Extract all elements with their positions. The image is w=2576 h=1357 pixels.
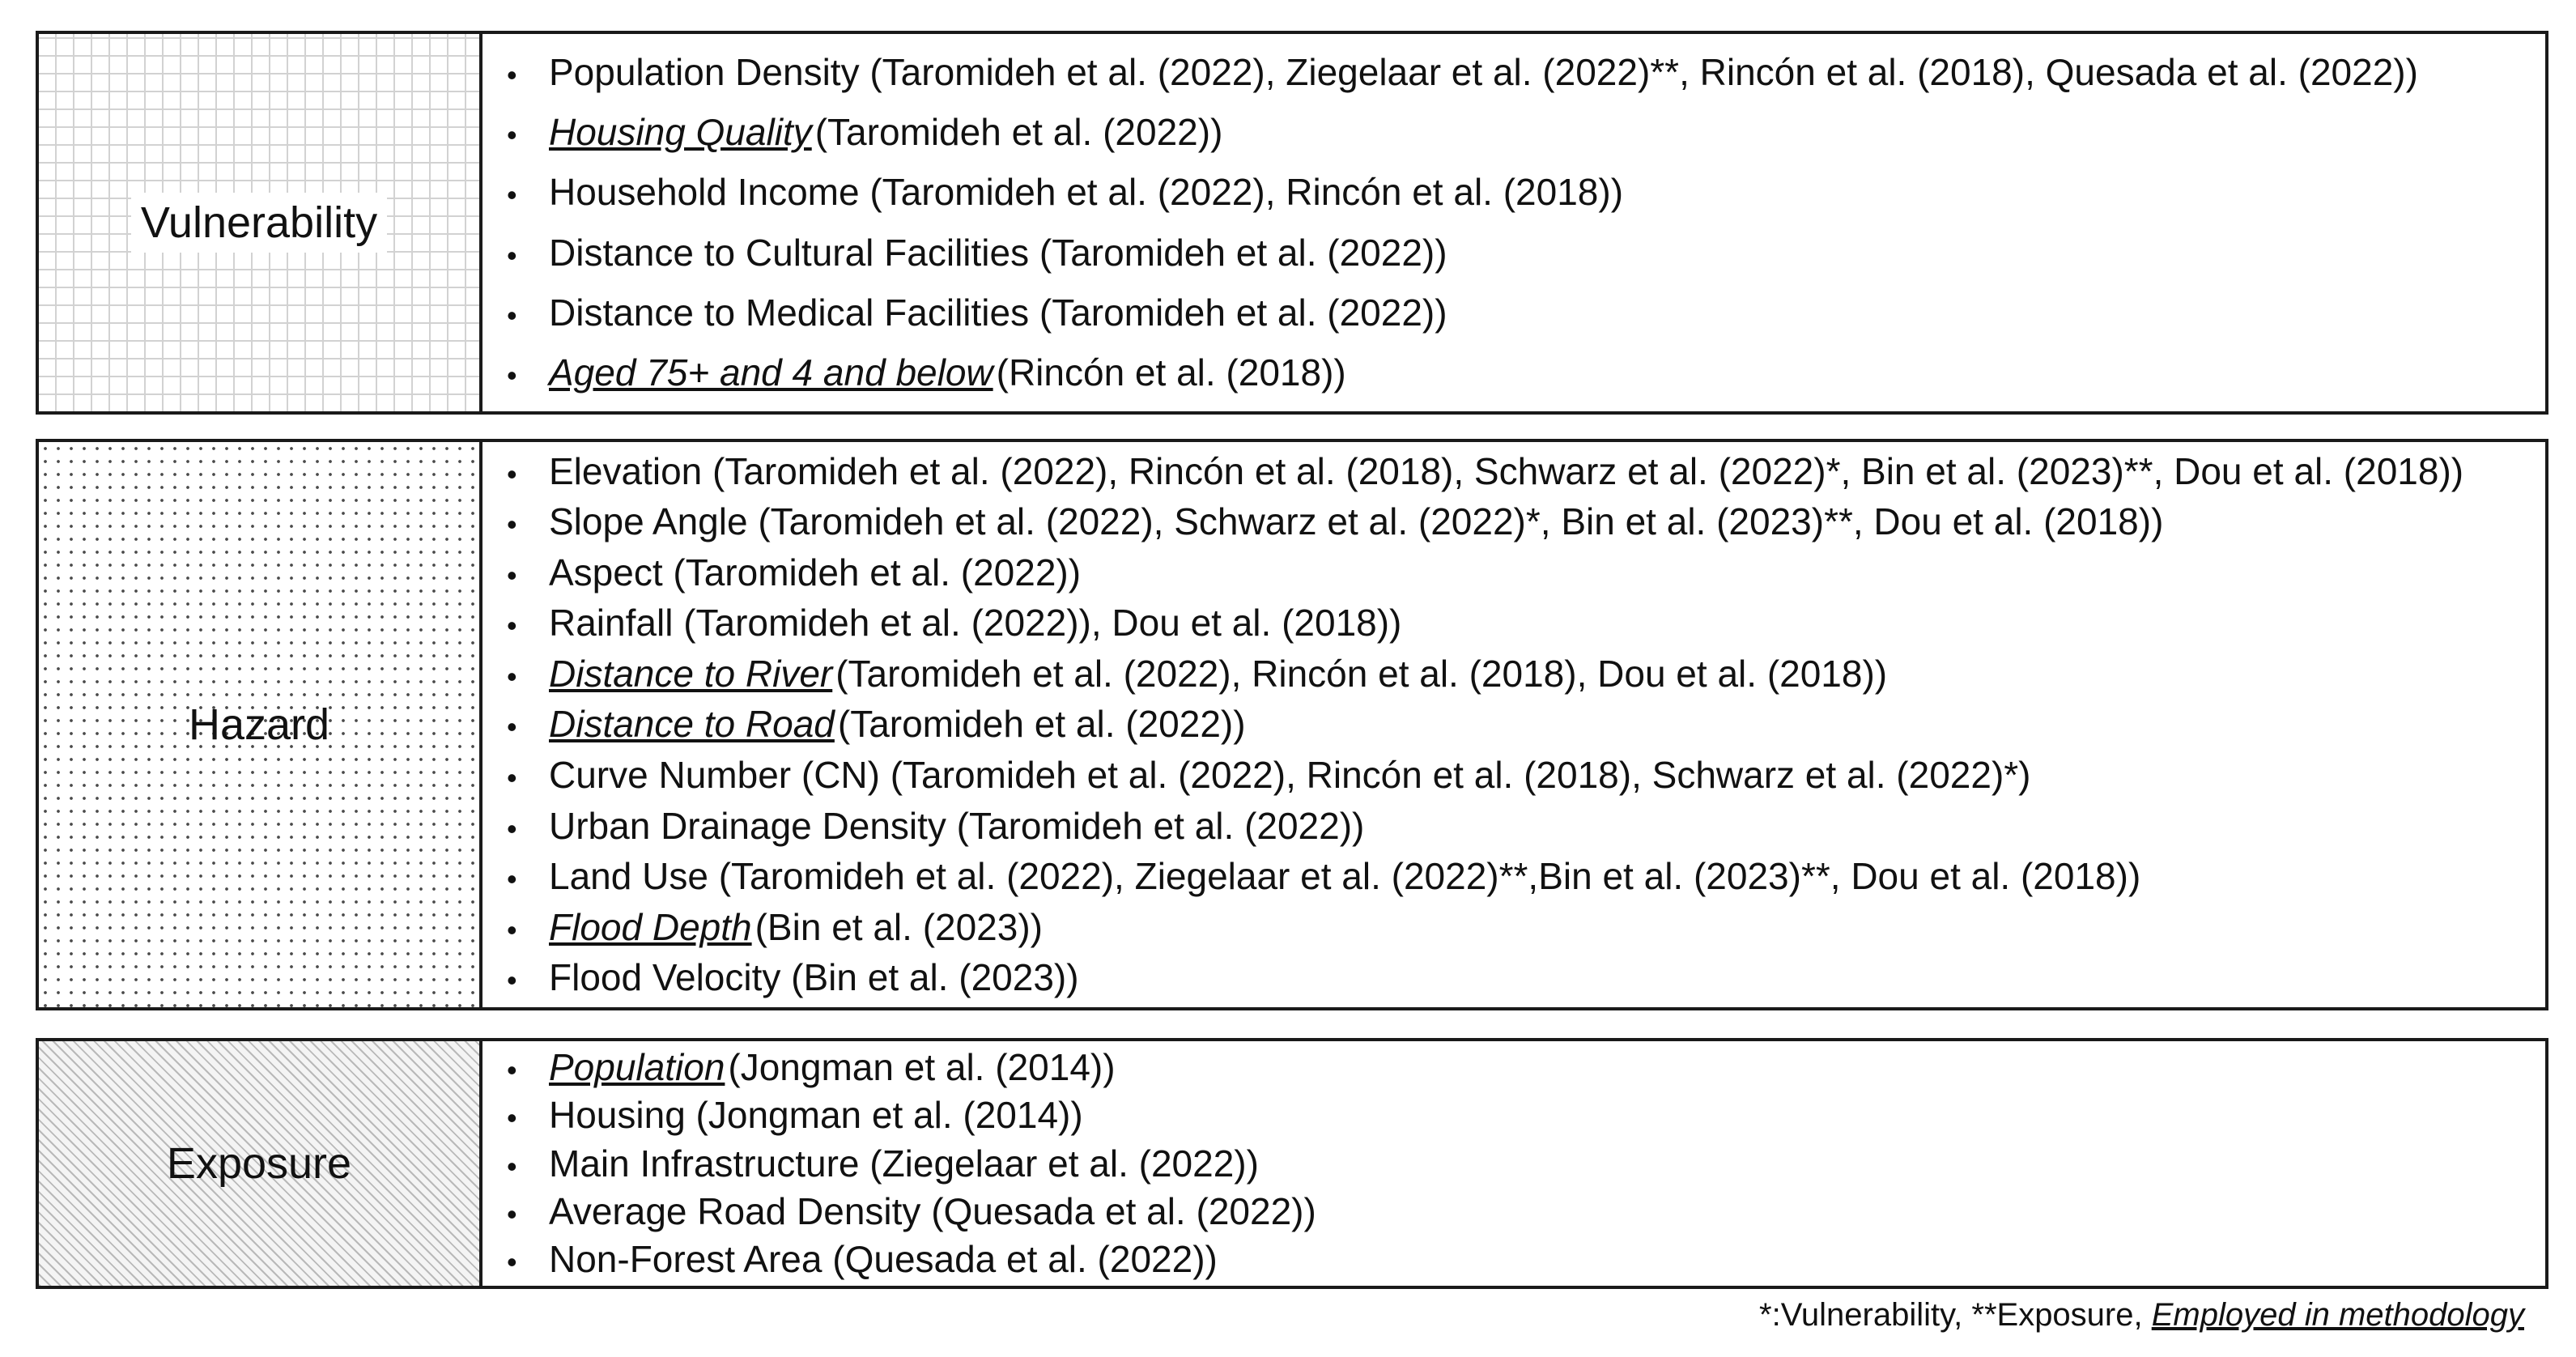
- vulnerability-list-item: [500, 291, 2545, 334]
- list-item-text: Non-Forest Area (Quesada et al. (2022)): [549, 1237, 1218, 1280]
- employed-term: Distance to Road: [549, 703, 835, 746]
- exposure-section: [36, 1038, 2548, 1289]
- list-item-content: [549, 51, 2418, 94]
- bullet-icon: •: [507, 811, 517, 845]
- hazard-list-item: [500, 653, 2545, 696]
- list-item-content: [549, 805, 1364, 848]
- list-item-text: Aspect (Taromideh et al. (2022)): [549, 551, 1082, 593]
- list-item-text: Slope Angle (Taromideh et al. (2022), Schwarz et al. (2022)*, Bin et al. (2023)**, Dou et al. (2018)): [549, 500, 2164, 543]
- list-item-content: [549, 602, 1401, 644]
- hazard-items: [482, 442, 2545, 1007]
- footnote-emphasis: Employed in methodology: [2151, 1297, 2524, 1333]
- vulnerability-title: Vulnerability: [131, 193, 387, 253]
- bullet-icon: •: [507, 358, 517, 392]
- list-item-content: [549, 500, 2163, 543]
- bullet-icon: •: [507, 710, 517, 744]
- list-item-text: Elevation (Taromideh et al. (2022), Rincón et al. (2018), Schwarz et al. (2022)*, Bin et al. (2023)**, Dou et al. (2018)): [549, 449, 2464, 492]
- list-item-text: Average Road Density (Quesada et al. (2022)): [549, 1189, 1316, 1232]
- hazard-list-item: [500, 906, 2545, 949]
- list-item-text: Main Infrastructure (Ziegelaar et al. (2022)): [549, 1142, 1259, 1185]
- vulnerability-list-item: [500, 351, 2545, 394]
- bullet-icon: •: [507, 1244, 517, 1278]
- list-item-content: [549, 1238, 1218, 1281]
- bullet-icon: •: [507, 298, 517, 332]
- list-item-content: [549, 1094, 1083, 1137]
- bullet-icon: •: [507, 964, 517, 998]
- list-item-text: (Jongman et al. (2014)): [728, 1046, 1116, 1089]
- bullet-icon: •: [507, 862, 517, 896]
- hazard-list-item: [500, 855, 2545, 898]
- list-item-content: [549, 754, 2031, 797]
- list-item-content: [549, 653, 1887, 696]
- list-item-text: Distance to Medical Facilities (Taromideh et al. (2022)): [549, 291, 1447, 334]
- list-item-content: [549, 1142, 1259, 1185]
- exposure-list-item: [500, 1190, 2545, 1233]
- bullet-icon: •: [507, 118, 517, 152]
- hazard-list-item: [500, 500, 2545, 543]
- hazard-list-item: [500, 703, 2545, 746]
- hazard-title: Hazard: [188, 700, 330, 749]
- list-item-content: [549, 1190, 1316, 1233]
- vulnerability-list-item: [500, 111, 2545, 154]
- list-item-text: Urban Drainage Density (Taromideh et al. (2022)): [549, 804, 1365, 847]
- list-item-text: (Bin et al. (2023)): [755, 905, 1043, 948]
- list-item-text: Land Use (Taromideh et al. (2022), Ziegelaar et al. (2022)**,Bin et al. (2023)**, Dou et al. (2018)): [549, 855, 2141, 898]
- list-item-content: [549, 703, 1246, 746]
- bullet-icon: •: [507, 912, 517, 946]
- list-item-text: (Taromideh et al. (2022)): [837, 703, 1246, 746]
- bullet-icon: •: [507, 558, 517, 592]
- list-item-text: (Rincón et al. (2018)): [996, 351, 1346, 393]
- bullet-icon: •: [507, 457, 517, 491]
- list-item-content: [549, 906, 1043, 949]
- hazard-section: [36, 439, 2548, 1010]
- hazard-label-cell: [39, 442, 482, 1007]
- list-item-text: Household Income (Taromideh et al. (2022), Rincón et al. (2018)): [549, 171, 1624, 214]
- exposure-items: [482, 1041, 2545, 1286]
- list-item-content: [549, 551, 1081, 594]
- list-item-text: Curve Number (CN) (Taromideh et al. (2022), Rincón et al. (2018), Schwarz et al. (2022)*): [549, 754, 2031, 797]
- bullet-icon: •: [507, 58, 517, 92]
- exposure-list-item: [500, 1238, 2545, 1281]
- list-item-content: [549, 351, 1346, 394]
- employed-term: Distance to River: [549, 652, 833, 695]
- employed-term: Population: [549, 1046, 725, 1089]
- bullet-icon: •: [507, 761, 517, 795]
- list-item-content: [549, 111, 1222, 154]
- list-item-text: Rainfall (Taromideh et al. (2022)), Dou et al. (2018)): [549, 602, 1402, 644]
- vulnerability-list-item: [500, 232, 2545, 274]
- bullet-icon: •: [507, 1197, 517, 1231]
- footnote: [1759, 1297, 2524, 1334]
- bullet-icon: •: [507, 178, 517, 212]
- vulnerability-list-item: [500, 171, 2545, 214]
- exposure-list-item: [500, 1142, 2545, 1185]
- bullet-icon: •: [507, 1101, 517, 1135]
- bullet-icon: •: [507, 609, 517, 643]
- hazard-list-item: [500, 956, 2545, 999]
- list-item-content: [549, 450, 2463, 493]
- hazard-list-item: [500, 450, 2545, 493]
- list-item-text: Flood Velocity (Bin et al. (2023)): [549, 956, 1079, 999]
- hazard-list-item: [500, 805, 2545, 848]
- list-item-text: (Taromideh et al. (2022)): [814, 111, 1223, 154]
- list-item-text: (Taromideh et al. (2022), Rincón et al. (2018), Dou et al. (2018)): [835, 652, 1888, 695]
- hazard-list-item: [500, 754, 2545, 797]
- exposure-list-item: [500, 1094, 2545, 1137]
- list-item-text: Population Density (Taromideh et al. (2022), Ziegelaar et al. (2022)**, Rincón et al. (2018), Quesada et al. (2022)): [549, 51, 2418, 94]
- vulnerability-list-item: [500, 51, 2545, 94]
- list-item-text: Distance to Cultural Facilities (Taromideh et al. (2022)): [549, 231, 1447, 274]
- list-item-text: Housing (Jongman et al. (2014)): [549, 1094, 1083, 1137]
- exposure-list-item: [500, 1046, 2545, 1089]
- exposure-label-cell: [39, 1041, 482, 1286]
- bullet-icon: •: [507, 1053, 517, 1087]
- vulnerability-section: [36, 31, 2548, 415]
- hazard-list-item: [500, 602, 2545, 644]
- list-item-content: [549, 956, 1079, 999]
- vulnerability-label-cell: [39, 34, 482, 411]
- hazard-list-item: [500, 551, 2545, 594]
- bullet-icon: •: [507, 659, 517, 693]
- exposure-title: Exposure: [166, 1139, 352, 1188]
- list-item-content: [549, 171, 1623, 214]
- footnote-prefix: *:Vulnerability, **Exposure,: [1759, 1297, 2152, 1333]
- bullet-icon: •: [507, 1149, 517, 1183]
- bullet-icon: •: [507, 238, 517, 272]
- employed-term: Housing Quality: [549, 111, 812, 154]
- list-item-content: [549, 232, 1447, 274]
- employed-term: Aged 75+ and 4 and below: [549, 351, 993, 393]
- list-item-content: [549, 1046, 1116, 1089]
- list-item-content: [549, 855, 2140, 898]
- employed-term: Flood Depth: [549, 905, 752, 948]
- bullet-icon: •: [507, 508, 517, 542]
- vulnerability-items: [482, 34, 2545, 411]
- list-item-content: [549, 291, 1447, 334]
